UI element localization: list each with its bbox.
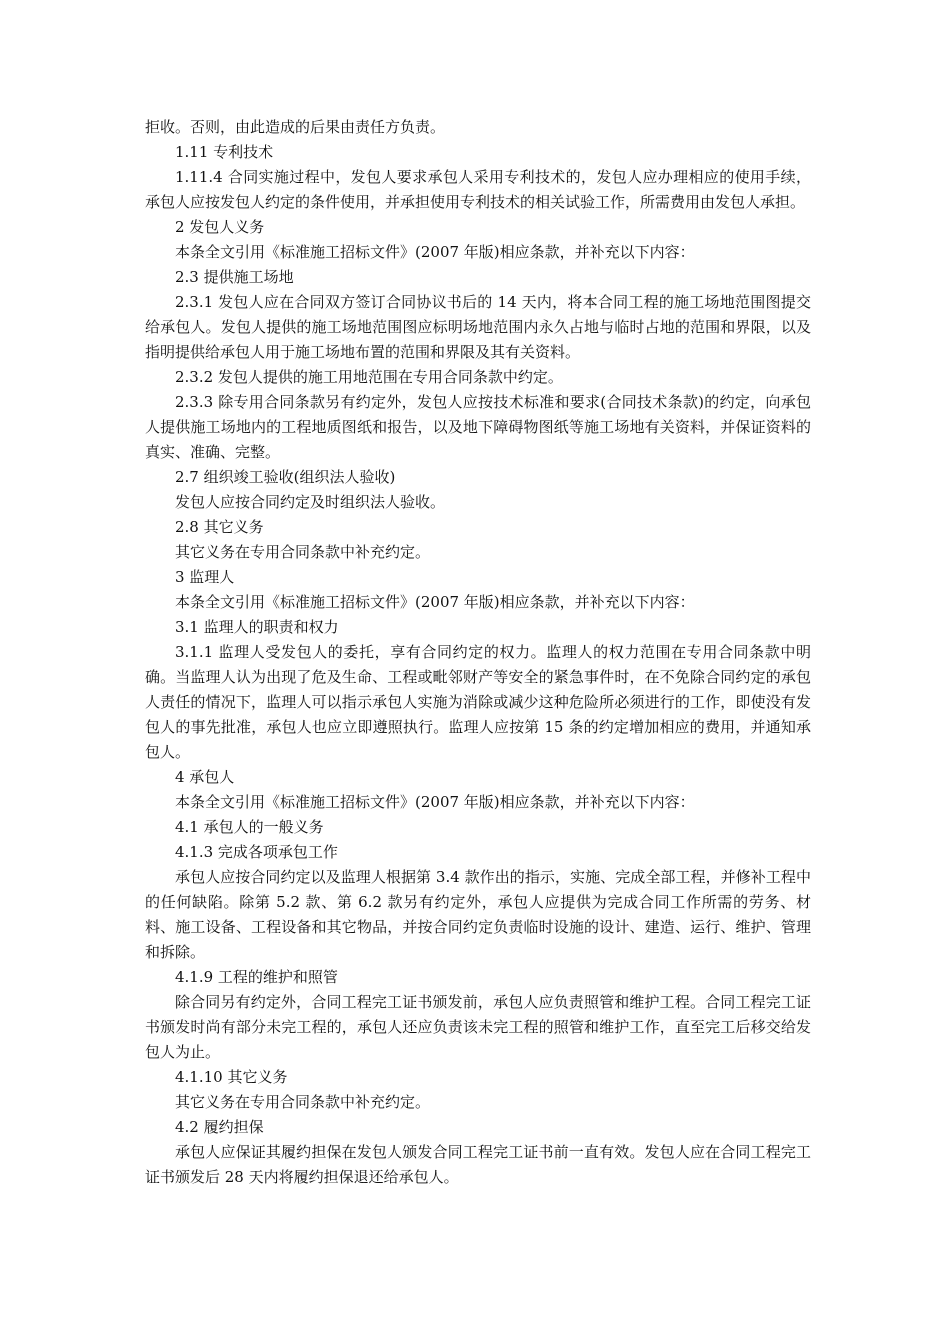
body-paragraph: 其它义务在专用合同条款中补充约定。 bbox=[175, 1093, 431, 1111]
section-heading: 4.1.10 其它义务 bbox=[175, 1068, 288, 1086]
body-paragraph: 承包人应保证其履约担保在发包人颁发合同工程完工证书前一直有效。发包人应在合同工程完工证书颁发后 28 天内将履约担保退还给承包人。 bbox=[145, 1143, 811, 1186]
section-heading: 1.11 专利技术 bbox=[175, 143, 274, 161]
section-heading: 4.1.9 工程的维护和照管 bbox=[175, 968, 338, 986]
body-paragraph: 本条全文引用《标准施工招标文件》(2007 年版)相应条款，并补充以下内容： bbox=[175, 593, 695, 611]
section-heading: 2 发包人义务 bbox=[175, 218, 265, 236]
section-heading: 4.1.3 完成各项承包工作 bbox=[175, 843, 338, 861]
section-heading: 4.2 履约担保 bbox=[175, 1118, 264, 1136]
section-heading: 4.1 承包人的一般义务 bbox=[175, 818, 324, 836]
body-paragraph: 其它义务在专用合同条款中补充约定。 bbox=[175, 543, 431, 561]
section-heading: 2.7 组织竣工验收(组织法人验收) bbox=[175, 468, 396, 486]
body-paragraph: 除合同另有约定外，合同工程完工证书颁发前，承包人应负责照管和维护工程。合同工程完工证书颁发时尚有部分未完工程的，承包人还应负责该未完工程的照管和维护工作，直至完工后移交给发包人为止。 bbox=[145, 993, 811, 1061]
body-paragraph: 本条全文引用《标准施工招标文件》(2007 年版)相应条款，并补充以下内容： bbox=[175, 243, 695, 261]
body-paragraph: 1.11.4 合同实施过程中，发包人要求承包人采用专利技术的，发包人应办理相应的使用手续，承包人应按发包人约定的条件使用，并承担使用专利技术的相关试验工作，所需费用由发包人承担。 bbox=[145, 168, 811, 211]
body-paragraph: 承包人应按合同约定以及监理人根据第 3.4 款作出的指示，实施、完成全部工程，并修补工程中的任何缺陷。除第 5.2 款、第 6.2 款另有约定外，承包人应提供为完成合同工作所需的劳务、材料、施工设备、工程设备和其它物品，并按合同约定负责临时设施的设计、建造、运行、维护、管理和拆除。 bbox=[145, 868, 811, 961]
section-heading: 2.3 提供施工场地 bbox=[175, 268, 294, 286]
document-body bbox=[145, 115, 811, 1190]
section-heading: 3 监理人 bbox=[175, 568, 235, 586]
section-heading: 3.1 监理人的职责和权力 bbox=[175, 618, 339, 636]
body-paragraph: 2.3.3 除专用合同条款另有约定外，发包人应按技术标准和要求(合同技术条款)的约定，向承包人提供施工场地内的工程地质图纸和报告，以及地下障碍物图纸等施工场地有关资料，并保证资料的真实、准确、完整。 bbox=[145, 393, 811, 461]
body-paragraph: 3.1.1 监理人受发包人的委托，享有合同约定的权力。监理人的权力范围在专用合同条款中明确。当监理人认为出现了危及生命、工程或毗邻财产等安全的紧急事件时，在不免除合同约定的承包人责任的情况下，监理人可以指示承包人实施为消除或减少这种危险所必须进行的工作，即使没有发包人的事先批准，承包人也应立即遵照执行。监理人应按第 15 条的约定增加相应的费用，并通知承包人。 bbox=[145, 643, 811, 761]
body-paragraph: 2.3.2 发包人提供的施工用地范围在专用合同条款中约定。 bbox=[175, 368, 563, 386]
section-heading: 2.8 其它义务 bbox=[175, 518, 264, 536]
body-paragraph: 2.3.1 发包人应在合同双方签订合同协议书后的 14 天内，将本合同工程的施工场地范围图提交给承包人。发包人提供的施工场地范围图应标明场地范围内永久占地与临时占地的范围和界限，以及指明提供给承包人用于施工场地布置的范围和界限及其有关资料。 bbox=[145, 293, 811, 361]
body-paragraph: 本条全文引用《标准施工招标文件》(2007 年版)相应条款，并补充以下内容： bbox=[175, 793, 695, 811]
body-paragraph: 发包人应按合同约定及时组织法人验收。 bbox=[175, 493, 446, 511]
continued-paragraph: 拒收。否则，由此造成的后果由责任方负责。 bbox=[145, 118, 446, 136]
section-heading: 4 承包人 bbox=[175, 768, 235, 786]
